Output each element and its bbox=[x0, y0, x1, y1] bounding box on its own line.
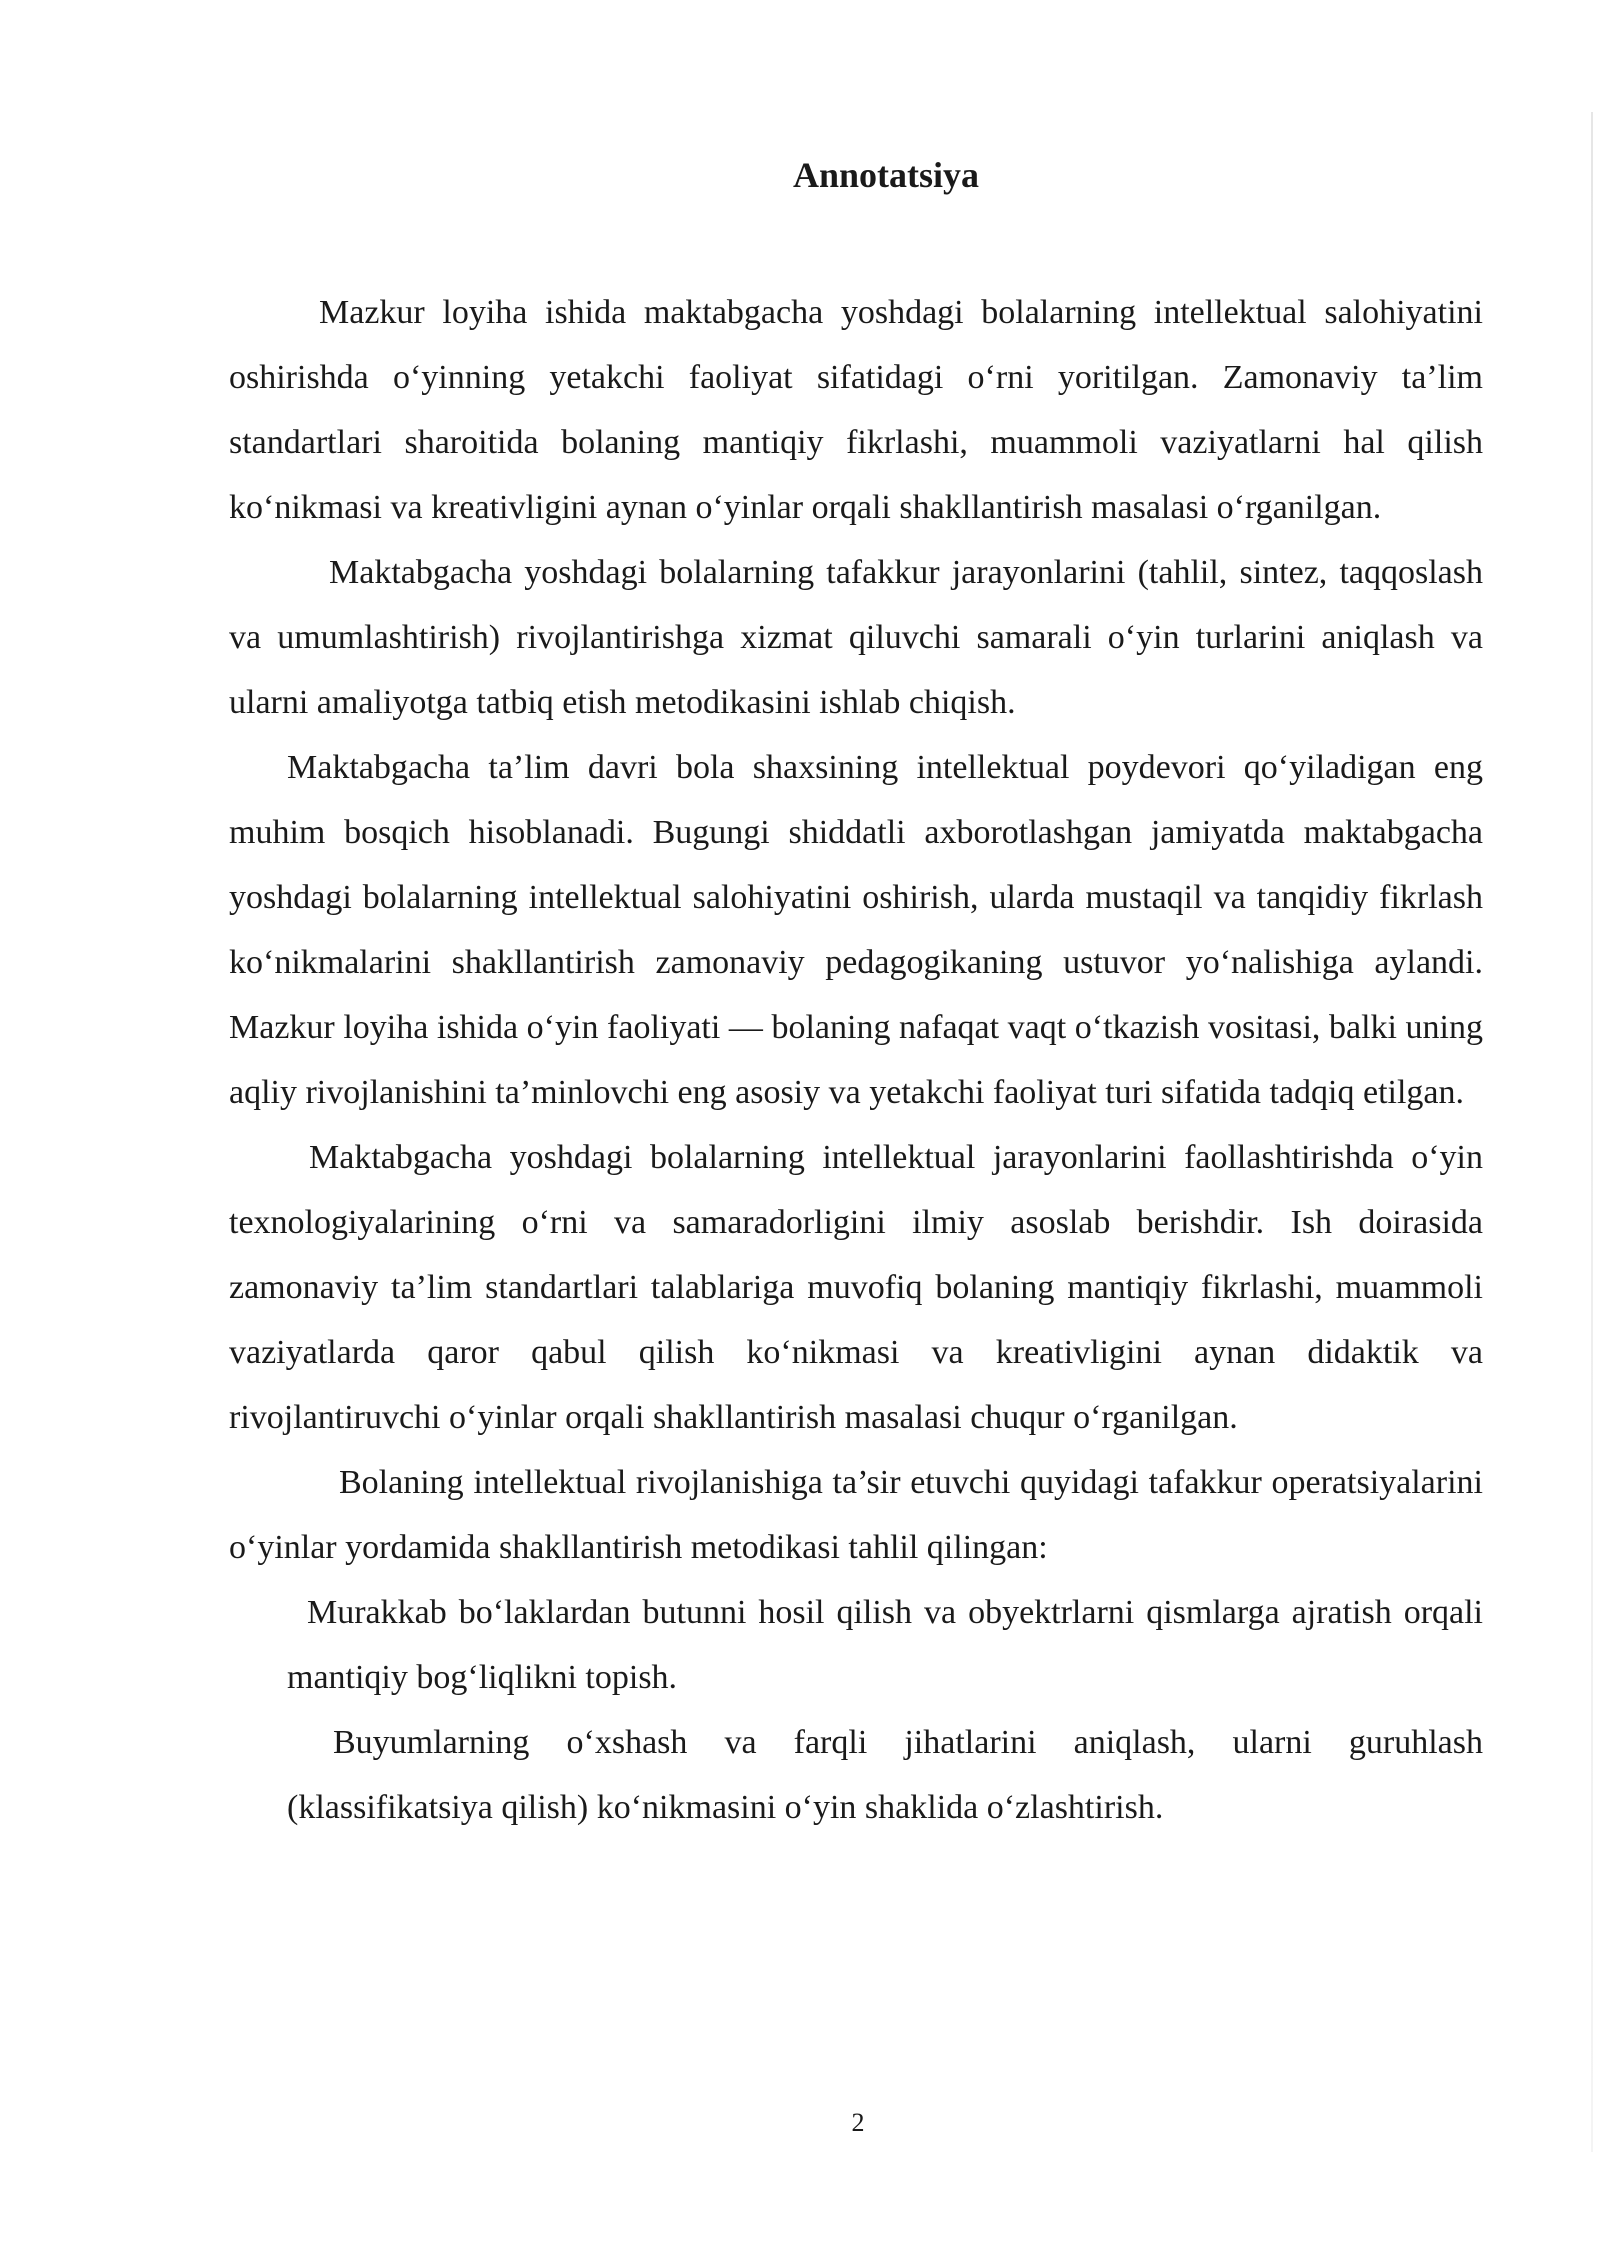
paragraph: Maktabgacha ta’lim davri bola shaxsining intellektual poydevori qo‘yiladigan eng muhim bosqich hisoblanadi. Bugungi shiddatli axborotlashgan jamiyatda maktabgacha yoshdagi bolalarning intellektual salohiyatini oshirish, ularda mustaqil va tanqidiy fikrlash ko‘nikmalarini shakllantirish zamonaviy pedagogikaning ustuvor yo‘nalishiga aylandi. Mazkur loyiha ishida o‘yin faoliyati — bolaning nafaqat vaqt o‘tkazish vositasi, balki uning aqliy rivojlanishini ta’minlovchi eng asosiy va yetakchi faoliyat turi sifatida tadqiq etilgan. bbox=[229, 749, 1483, 1111]
document-body bbox=[229, 280, 1483, 1840]
paragraph: Maktabgacha yoshdagi bolalarning intellektual jarayonlarini faollashtirishda o‘yin texnologiyalarining o‘rni va samaradorligini ilmiy asoslab berishdir. Ish doirasida zamonaviy ta’lim standartlari talablariga muvofiq bolaning mantiqiy fikrlashi, muammoli vaziyatlarda qaror qabul qilish ko‘nikmasi va kreativligini aynan didaktik va rivojlantiruvchi o‘yinlar orqali shakllantirish masalasi chuqur o‘rganilgan. bbox=[229, 1139, 1483, 1436]
paragraph: Mazkur loyiha ishida maktabgacha yoshdagi bolalarning intellektual salohiyatini oshirishda o‘yinning yetakchi faoliyat sifatidagi o‘rni yoritilgan. Zamonaviy ta’lim standartlari sharoitida bolaning mantiqiy fikrlashi, muammoli vaziyatlarni hal qilish ko‘nikmasi va kreativligini aynan o‘yinlar orqali shakllantirish masalasi o‘rganilgan. bbox=[229, 294, 1483, 526]
page-title: Annotatsiya bbox=[792, 155, 980, 195]
list-item: Murakkab bo‘laklardan butunni hosil qilish va obyektrlarni qismlarga ajratish orqali mantiqiy bog‘liqlikni topish. bbox=[287, 1594, 1483, 1696]
paragraph: Bolaning intellektual rivojlanishiga ta’sir etuvchi quyidagi tafakkur operatsiyalarini o‘yinlar yordamida shakllantirish metodikasi tahlil qilingan: bbox=[229, 1464, 1483, 1566]
page-number: 2 bbox=[851, 2108, 865, 2137]
page-edge-rule bbox=[1591, 112, 1593, 2152]
paragraph: Maktabgacha yoshdagi bolalarning tafakkur jarayonlarini (tahlil, sintez, taqqoslash va umumlashtirish) rivojlantirishga xizmat qiluvchi samarali o‘yin turlarini aniqlash va ularni amaliyotga tatbiq etish metodikasini ishlab chiqish. bbox=[229, 554, 1483, 721]
list-item: Buyumlarning o‘xshash va farqli jihatlarini aniqlash, ularni guruhlash (klassifikatsiya qilish) ko‘nikmasini o‘yin shaklida o‘zlashtirish. bbox=[287, 1724, 1483, 1826]
